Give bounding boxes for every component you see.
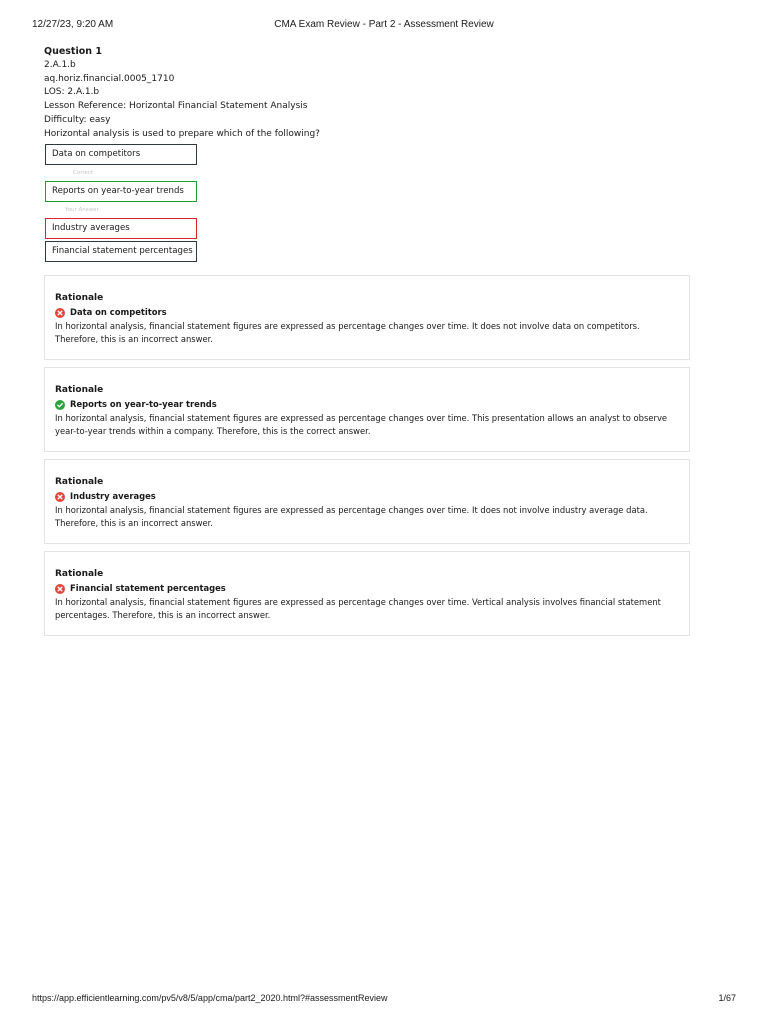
question-los: LOS: 2.A.1.b — [44, 87, 100, 98]
rationale-option-label: Industry averages — [70, 490, 156, 501]
print-page-title: CMA Exam Review - Part 2 - Assessment Review — [274, 19, 494, 30]
answer-option-financial-statement-percentages[interactable]: Financial statement percentages — [45, 241, 197, 262]
rationale-card — [44, 551, 690, 636]
rationale-option-row — [55, 306, 679, 320]
rationale-heading: Rationale — [55, 477, 104, 487]
difficulty-label: Difficulty: easy — [44, 114, 111, 125]
rationale-heading: Rationale — [55, 293, 104, 303]
rationale-card — [44, 367, 690, 452]
question-id: aq.horiz.financial.0005_1710 — [44, 73, 175, 84]
x-circle-icon — [55, 308, 65, 318]
question-code: 2.A.1.b — [44, 59, 76, 70]
correct-tag: Correct — [73, 170, 94, 176]
print-footer — [32, 993, 736, 1007]
question-title: Question 1 — [44, 46, 102, 57]
rationale-option-row — [55, 582, 679, 596]
x-circle-icon — [55, 584, 65, 594]
rationale-option-label: Financial statement percentages — [70, 582, 226, 593]
rationale-card — [44, 459, 690, 544]
answer-option-year-to-year-trends[interactable]: Reports on year-to-year trends — [45, 181, 197, 202]
answer-option-industry-averages[interactable]: Industry averages — [45, 218, 197, 239]
lesson-reference: Lesson Reference: Horizontal Financial Statement Analysis — [44, 101, 308, 112]
rationale-text: In horizontal analysis, financial statement figures are expressed as percentage changes over time. It does not involve industry average data. Therefore, this is an incorrect answer. — [55, 504, 648, 529]
rationale-option-row — [55, 398, 679, 412]
answer-option-data-on-competitors[interactable]: Data on competitors — [45, 144, 197, 165]
rationale-text: In horizontal analysis, financial statement figures are expressed as percentage changes over time. Vertical analysis involves financial statement percentages. Therefore, this is an incorrect answer. — [55, 596, 661, 621]
question-info — [44, 45, 694, 142]
rationale-heading: Rationale — [55, 569, 104, 579]
print-url: https://app.efficientlearning.com/pv5/v8/5/app/cma/part2_2020.html?#assessmentReview — [32, 993, 388, 1003]
x-circle-icon — [55, 492, 65, 502]
rationale-heading: Rationale — [55, 385, 104, 395]
rationale-text: In horizontal analysis, financial statement figures are expressed as percentage changes over time. It does not involve data on competitors. Therefore, this is an incorrect answer. — [55, 320, 640, 345]
rationale-option-label: Data on competitors — [70, 306, 167, 317]
print-header — [32, 19, 736, 33]
rationale-option-label: Reports on year-to-year trends — [70, 398, 217, 409]
rationale-text: In horizontal analysis, financial statement figures are expressed as percentage changes over time. This presentation allows an analyst to observe year-to-year trends within a company. Therefore, this is the correct answer. — [55, 412, 668, 437]
print-datetime: 12/27/23, 9:20 AM — [32, 19, 114, 30]
check-circle-icon — [55, 400, 65, 410]
rationale-option-row — [55, 490, 679, 504]
question-stem: Horizontal analysis is used to prepare which of the following? — [44, 128, 320, 139]
rationale-card — [44, 275, 690, 360]
page-number: 1/67 — [718, 993, 736, 1003]
your-answer-tag: Your Answer — [65, 207, 99, 213]
answer-options — [45, 144, 197, 262]
